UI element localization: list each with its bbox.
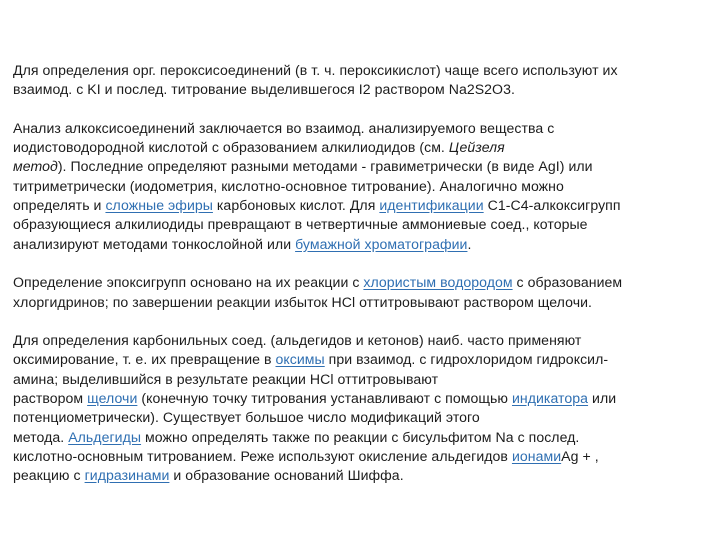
text-line: образующиеся алкилиодиды превращают в четвертичные аммониевые соед., которые	[13, 216, 588, 233]
link-alkali[interactable]: щелочи	[87, 390, 138, 407]
text-line: хлоргидринов; по завершении реакции избыток HCl оттитровывают раствором щелочи.	[13, 293, 592, 310]
text-run: или	[588, 390, 617, 407]
text-line	[13, 157, 713, 176]
text-line: взаимод. с KI и послед. титрование выделившегося I2 раствором Na2S2O3.	[13, 81, 515, 98]
link-oximes[interactable]: оксимы	[275, 351, 325, 368]
text-line	[13, 447, 713, 466]
text-run: ). Последние определяют разными методами - гравиметрически (в виде AgI) или	[57, 158, 593, 175]
text-line: Для определения карбонильных соед. (альдегидов и кетонов) наиб. часто применяют	[13, 332, 582, 349]
text-run: (конечную точку титрования устанавливают с помощью	[137, 390, 512, 407]
text-run: Ag + ,	[561, 447, 599, 464]
text-line: потенциометрически). Существует большое число модификаций этого	[13, 409, 480, 426]
text-run: раствором	[13, 390, 88, 407]
text-line: Анализ алкоксисоединений заключается во взаимод. анализируемого вещества с	[13, 119, 555, 136]
paragraph-gap	[13, 312, 713, 331]
text-line	[13, 389, 713, 408]
text-line	[13, 466, 713, 485]
method-term: метод	[13, 158, 58, 175]
paragraph-epoxy	[13, 273, 713, 312]
link-hydrazines[interactable]: гидразинами	[84, 467, 170, 484]
text-run: реакцию с	[13, 467, 85, 484]
text-run: Определение эпоксигрупп основано на их реакции с	[13, 274, 364, 291]
link-esters[interactable]: сложные эфиры	[105, 197, 213, 214]
text-run: анализируют методами тонкослойной или	[13, 235, 296, 252]
paragraph-gap	[13, 254, 713, 273]
document-body	[13, 61, 713, 486]
text-run: .	[467, 235, 472, 252]
text-run: можно определять также по реакции с бисульфитом Na с послед.	[141, 428, 580, 445]
text-line	[13, 235, 713, 254]
paragraph-peroxides	[13, 61, 713, 100]
link-identification[interactable]: идентификации	[379, 197, 484, 214]
paragraph-alkoxy	[13, 119, 713, 254]
text-line: Для определения орг. пероксисоединений (в т. ч. пероксикислот) чаще всего используют их	[13, 62, 618, 78]
text-run: и образование оснований Шиффа.	[169, 467, 404, 484]
text-line	[13, 138, 713, 157]
text-line	[13, 350, 713, 369]
text-run: метода.	[13, 428, 69, 445]
text-line: титриметрически (иодометрия, кислотно-основное титрование). Аналогично можно	[13, 177, 564, 194]
link-ions[interactable]: ионами	[511, 447, 562, 464]
text-line	[13, 196, 713, 215]
link-paper-chromatography[interactable]: бумажной хроматографии	[295, 235, 468, 252]
zeisel-term: Цейзеля	[448, 139, 505, 156]
link-hydrogen-chloride[interactable]: хлористым водородом	[363, 274, 513, 291]
paragraph-gap	[13, 100, 713, 119]
text-run: кислотно-основным титрованием. Реже используют окисление альдегидов	[13, 447, 512, 464]
text-run: при взаимод. с гидрохлоридом гидроксил-	[324, 351, 609, 368]
text-line	[13, 273, 713, 292]
text-line	[13, 428, 713, 447]
text-line: амина; выделившийся в результате реакции HCl оттитровывают	[13, 370, 439, 387]
text-run: определять и	[13, 197, 106, 214]
text-run: карбоновых кислот. Для	[212, 197, 380, 214]
text-run: С1-С4-алкоксигрупп	[483, 197, 621, 214]
link-aldehydes[interactable]: Альдегиды	[68, 428, 142, 445]
text-run: оксимирование, т. е. их превращение в	[13, 351, 276, 368]
text-run: иодистоводородной кислотой с образованием алкилиодидов (см.	[13, 139, 449, 156]
link-indicator[interactable]: индикатора	[511, 390, 589, 407]
text-run: с образованием	[512, 274, 623, 291]
paragraph-carbonyl	[13, 331, 713, 485]
